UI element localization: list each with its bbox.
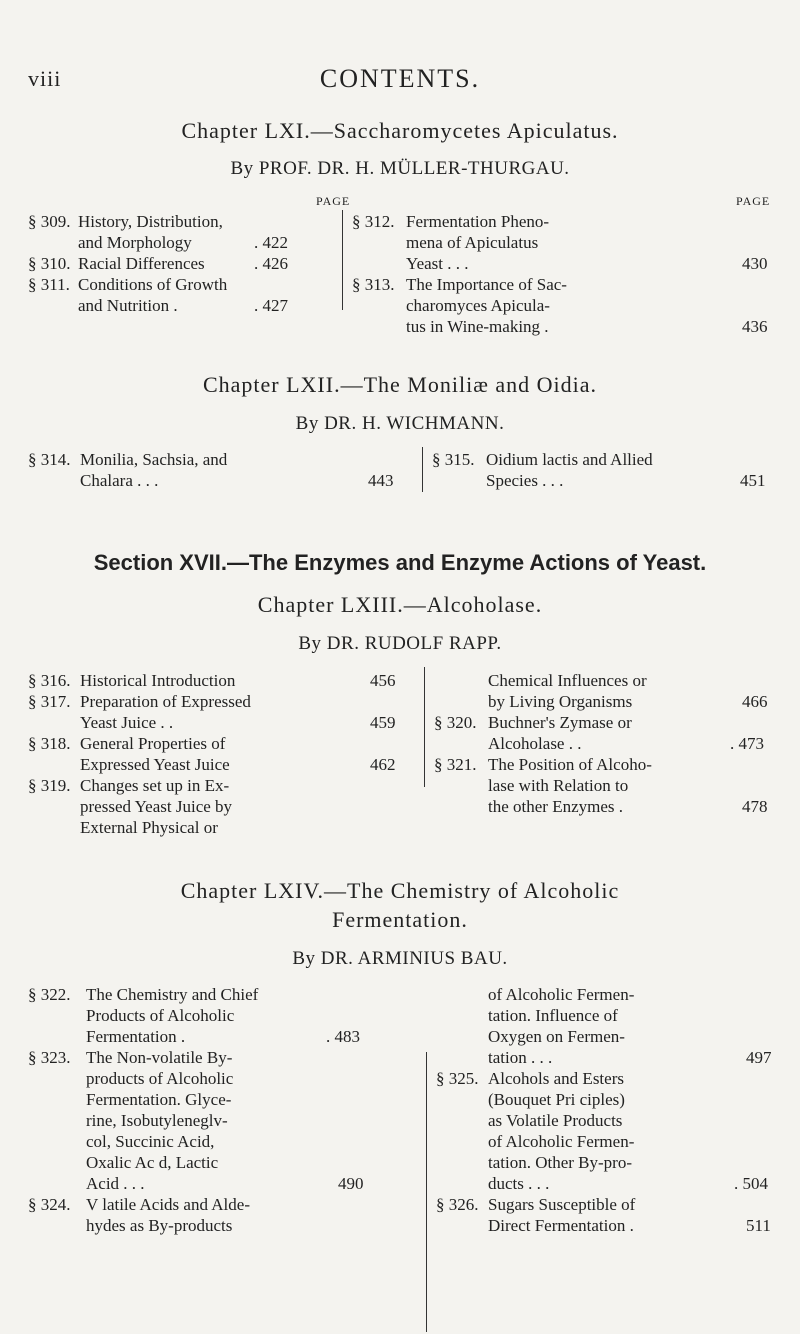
chapter-64-title-cont: Fermentation. [332, 907, 468, 932]
section-number: § 320. [434, 713, 477, 732]
section-number: § 309. [28, 212, 71, 231]
entry-title: Chemical Influences or by Living Organisms [488, 671, 647, 711]
section-number: § 318. [28, 734, 71, 753]
entry-title: Racial Differences [78, 254, 205, 273]
page-ref: 462 [370, 755, 396, 774]
entry-title: Alcohols and Esters (Bouquet Pri ciples) as Volatile Products of Alcoholic Fermen- tation. Other By-pro- ducts . . . [488, 1069, 635, 1193]
page-column-heading: PAGE [736, 194, 771, 208]
entry-title: V latile Acids and Alde- hydes as By-products [86, 1195, 250, 1235]
entry-title: General Properties of Expressed Yeast Juice [80, 734, 230, 774]
entry-title: Preparation of Expressed Yeast Juice . . [80, 692, 251, 732]
section-number: § 326. [436, 1195, 479, 1214]
section-number: § 310. [28, 254, 71, 273]
page-ref: 466 [742, 692, 768, 711]
entry-title: The Importance of Sac- charomyces Apicula- tus in Wine-making . [406, 275, 567, 336]
page-ref: . 504 [734, 1174, 768, 1193]
entry-title: The Position of Alcoho- lase with Relation to the other Enzymes . [488, 755, 652, 816]
section-number: § 321. [434, 755, 477, 774]
section-number: § 319. [28, 776, 71, 795]
section-number: § 316. [28, 671, 71, 690]
page-number: viii [28, 66, 62, 91]
entry-title: The Non-volatile By- products of Alcoholic Fermentation. Glyce- rine, Isobutyleneglv- col, Succinic Acid, Oxalic Ac d, Lactic Acid . . . [86, 1048, 234, 1193]
section-number: § 312. [352, 212, 395, 231]
chapter-62-author: By DR. H. WICHMANN. [295, 413, 505, 434]
section-number: § 311. [28, 275, 70, 294]
entry-title: Changes set up in Ex- pressed Yeast Juice by External Physical or [80, 776, 233, 837]
entry-title: Historical Introduction [80, 671, 236, 690]
chapter-62-title: Chapter LXII.—The Moniliæ and Oidia. [202, 372, 598, 397]
column-divider [342, 210, 343, 310]
column-divider [426, 1052, 427, 1332]
page-ref: . 422 [254, 233, 288, 252]
chapter-63-title: Chapter LXIII.—Alcoholase. [257, 592, 543, 617]
entry-title: of Alcoholic Fermen- tation. Influence of Oxygen on Fermen- tation . . . [488, 985, 635, 1067]
chapter-63-author: By DR. RUDOLF RAPP. [298, 633, 502, 654]
section-heading: Section XVII.—The Enzymes and Enzyme Actions of Yeast. [93, 550, 707, 575]
chapter-64-author: By DR. ARMINIUS BAU. [292, 948, 508, 969]
section-number: § 314. [28, 450, 71, 469]
page-ref: 511 [746, 1216, 771, 1235]
page-ref: 451 [740, 471, 766, 490]
section-number: § 324. [28, 1195, 71, 1214]
page-ref: 443 [368, 471, 394, 490]
column-divider [422, 447, 423, 492]
chapter-61-title: Chapter LXI.—Saccharomycetes Apiculatus. [181, 118, 619, 143]
chapter-64-title: Chapter LXIV.—The Chemistry of Alcoholic [180, 878, 620, 903]
entry-title: Conditions of Growth and Nutrition . [78, 275, 228, 315]
page-ref: 436 [742, 317, 768, 336]
section-number: § 315. [432, 450, 475, 469]
page-column-heading: PAGE [316, 194, 351, 208]
page-ref: . 426 [254, 254, 288, 273]
page-ref: . 473 [730, 734, 764, 753]
section-number: § 313. [352, 275, 395, 294]
section-number: § 323. [28, 1048, 71, 1067]
entry-title: Buchner's Zymase or Alcoholase . . [488, 713, 632, 753]
page-ref: 490 [338, 1174, 364, 1193]
page-ref: 459 [370, 713, 396, 732]
chapter-61-author: By PROF. DR. H. MÜLLER-THURGAU. [230, 158, 570, 179]
page-ref: 478 [742, 797, 768, 816]
page-ref: 497 [746, 1048, 772, 1067]
entry-title: Fermentation Pheno- mena of Apiculatus Yeast . . . [406, 212, 550, 273]
entry-title: The Chemistry and Chief Products of Alcoholic Fermentation . [86, 985, 259, 1046]
column-divider [424, 667, 425, 787]
entry-title: Oidium lactis and Allied Species . . . [486, 450, 653, 490]
page-ref: . 427 [254, 296, 288, 315]
page-ref: 456 [370, 671, 396, 690]
section-number: § 325. [436, 1069, 479, 1088]
entry-title: Monilia, Sachsia, and Chalara . . . [80, 450, 228, 490]
section-number: § 317. [28, 692, 71, 711]
page-ref: . 483 [326, 1027, 360, 1046]
entry-title: Sugars Susceptible of Direct Fermentation . [488, 1195, 636, 1235]
entry-title: History, Distribution, and Morphology [78, 212, 223, 252]
section-number: § 322. [28, 985, 71, 1004]
page-ref: 430 [742, 254, 768, 273]
running-title: CONTENTS. [319, 64, 481, 93]
